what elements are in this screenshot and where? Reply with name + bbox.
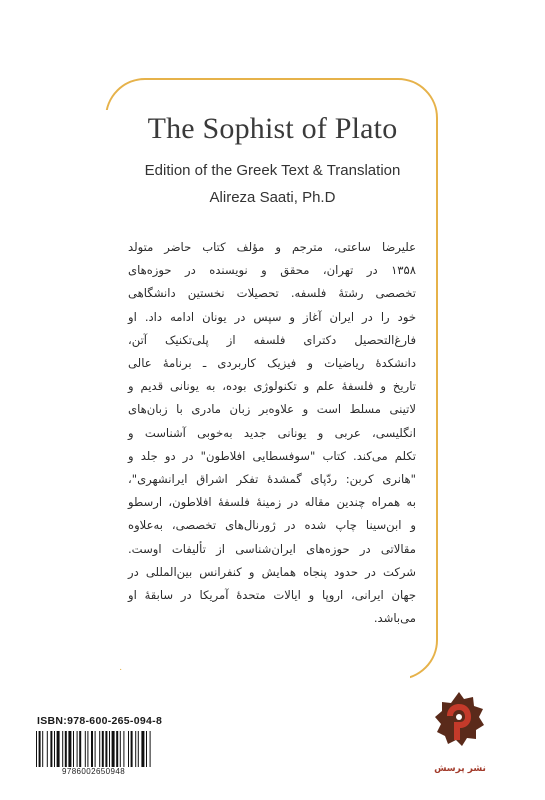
bio-line: جهان ایرانی، اروپا و ایالات متحدهٔ آمریکا در سابقهٔ او	[128, 588, 416, 603]
book-author: Alireza Saati, Ph.D	[209, 189, 336, 206]
barcode	[34, 731, 200, 767]
publisher-name: نشر پرسش	[434, 764, 486, 774]
isbn-label: ISBN:978-600-265-094-8	[37, 715, 163, 727]
bio-line: انگلیسی، عربی و یونانی جدید به‌خوبی آشناست و	[128, 425, 416, 440]
bio-line: لاتینی مسلط است و علاوه‌بر زبان مادری با زبان‌های	[128, 402, 416, 417]
bio-line: "هانری کربن: ردّپای گمشدهٔ تفکر اشراق ایرانشهری"،	[128, 472, 416, 487]
bio-line: فارغ‌التحصیل دکترای فلسفه از پلی‌تکنیک آتن،	[128, 332, 416, 347]
bio-line: مقالاتی در حوزه‌های ایران‌شناسی از تألیفات اوست.	[128, 541, 416, 556]
book-title: The Sophist of Plato	[147, 112, 398, 145]
bio-line: به همراه چندین مقاله در زمینهٔ فلسفهٔ افلاطون، ارسطو	[128, 495, 416, 510]
publisher-logo-icon	[433, 690, 485, 752]
bio-line: دانشکدهٔ ریاضیات و فیزیک کاربردی ـ برنامهٔ عالی	[128, 356, 416, 371]
bio-line: ۱۳۵۸ در تهران، محقق و نویسنده در حوزه‌های	[128, 263, 416, 278]
bio-line: و ابن‌سینا چاپ شده در ژورنال‌های تخصصی، به‌علاوه	[128, 518, 416, 533]
author-biography	[128, 236, 416, 630]
bio-line: تاریخ و فلسفهٔ علم و تکنولوژی بوده، به یونانی قدیم و	[128, 379, 416, 394]
bio-line: خود را در ایران آغاز و سپس در یونان ادامه داد. او	[128, 309, 416, 324]
bio-line: تخصصی رشتهٔ فلسفه. تحصیلات نخستین دانشگاهی	[128, 286, 416, 301]
barcode-number: 9786002650948	[62, 767, 126, 776]
bio-line: تکلم می‌کند. کتاب "سوفسطایی افلاطون" در دو جلد و	[128, 448, 416, 463]
book-subtitle: Edition of the Greek Text & Translation	[144, 162, 401, 179]
bio-line: شرکت در حدود پنجاه همایش و کنفرانس بین‌المللی در	[128, 564, 416, 579]
bio-line: می‌باشد.	[373, 611, 416, 626]
bio-line: علیرضا ساعتی، مترجم و مؤلف کتاب حاضر متولد	[128, 240, 416, 254]
